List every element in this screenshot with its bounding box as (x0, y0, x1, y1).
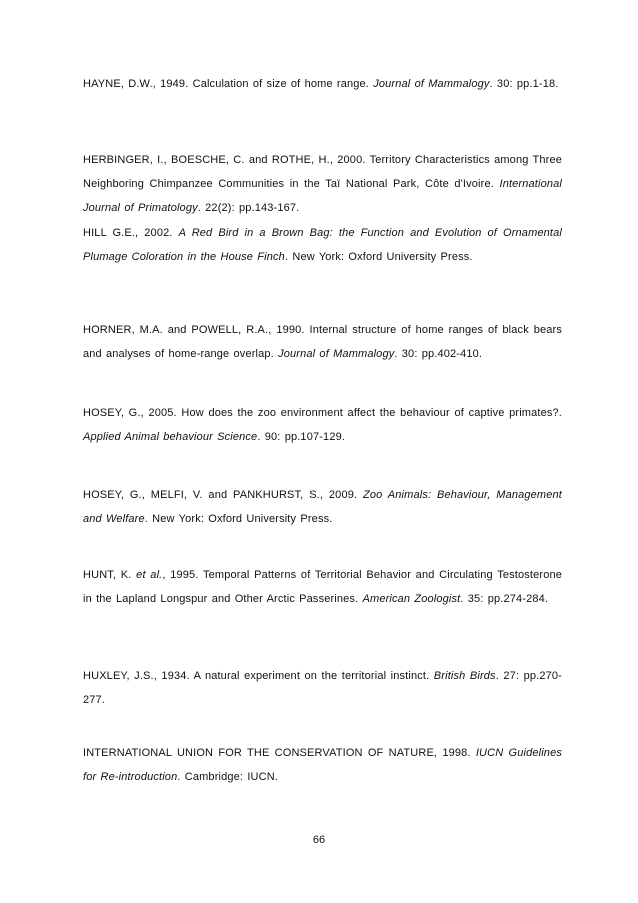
reference-authors: HERBINGER, I., BOESCHE, C. and ROTHE, H., 2000. (83, 154, 366, 166)
page-number: 66 (312, 834, 326, 846)
reference-authors: HORNER, M.A. and POWELL, R.A., 1990. (83, 324, 305, 336)
reference-details: . 30: pp.402-410. (394, 348, 483, 360)
reference-entry (83, 563, 562, 611)
reference-entry (83, 318, 562, 366)
reference-source: Journal of Mammalogy (373, 78, 490, 90)
reference-authors: HOSEY, G., MELFI, V. and PANKHURST, S., 2009. (83, 489, 358, 501)
reference-details: . 90: pp.107-129. (257, 431, 346, 443)
reference-title: A natural experiment on the territorial instinct. (193, 670, 430, 682)
reference-authors-etal: et al. (136, 569, 163, 581)
reference-authors: HUXLEY, J.S., 1934. (83, 670, 190, 682)
reference-details: . Cambridge: IUCN. (177, 771, 279, 783)
reference-details: . 27: pp.270-277. (83, 670, 562, 706)
reference-title: Territory Characteristics among Three Neighboring Chimpanzee Communities in the Taï National Park, Côte d'Ivoire. (83, 154, 562, 190)
reference-source: International Journal of Primatology (83, 178, 562, 214)
reference-title: Temporal Patterns of Territorial Behavior and Circulating Testosterone in the Lapland Longspur and Other Arctic Passerines. (83, 569, 562, 605)
reference-source: Journal of Mammalogy (278, 348, 395, 360)
reference-year: , 1995. (162, 569, 199, 581)
reference-entry (83, 664, 562, 712)
reference-authors: HUNT, K. (83, 569, 132, 581)
reference-title: Calculation of size of home range. (192, 78, 370, 90)
reference-entry (83, 741, 562, 789)
reference-authors: HOSEY, G., 2005. (83, 407, 177, 419)
reference-details: . 35: pp.274-284. (460, 593, 549, 605)
reference-details: . New York: Oxford University Press. (144, 513, 333, 525)
reference-authors: INTERNATIONAL UNION FOR THE CONSERVATION OF NATURE, 1998. (83, 747, 471, 759)
reference-source: British Birds (433, 670, 496, 682)
reference-authors: HILL G.E., 2002. (83, 227, 173, 239)
reference-entry (83, 148, 562, 220)
reference-source: Zoo Animals: Behaviour, Management and Welfare (83, 489, 562, 525)
reference-source: American Zoologist (362, 593, 461, 605)
reference-source: IUCN Guidelines for Re-introduction (83, 747, 562, 783)
reference-entry (83, 401, 562, 449)
reference-details: . New York: Oxford University Press. (284, 251, 473, 263)
reference-entry (83, 72, 562, 96)
reference-source: A Red Bird in a Brown Bag: the Function and Evolution of Ornamental Plumage Coloration in the House Finch (83, 227, 562, 263)
reference-source: Applied Animal behaviour Science (83, 431, 258, 443)
reference-entry (83, 221, 562, 269)
reference-authors: HAYNE, D.W., 1949. (83, 78, 189, 90)
reference-details: . 30: pp.1-18. (489, 78, 559, 90)
reference-title: How does the zoo environment affect the behaviour of captive primates?. (181, 407, 562, 419)
reference-details: . 22(2): pp.143-167. (197, 202, 300, 214)
reference-title: Internal structure of home ranges of black bears and analyses of home-range overlap. (83, 324, 562, 360)
reference-entry (83, 483, 562, 531)
